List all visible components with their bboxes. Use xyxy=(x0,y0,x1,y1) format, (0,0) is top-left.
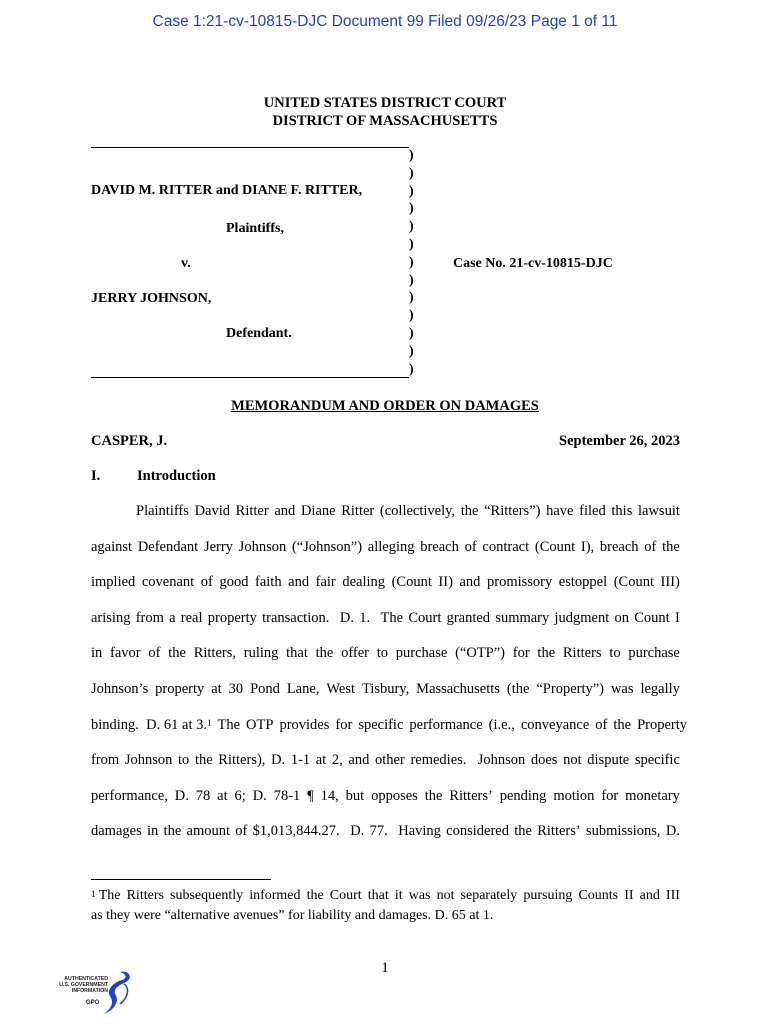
body-line: against Defendant Jerry Johnson (“Johnson”) alleging breach of contract (Count I), breach of the xyxy=(91,538,680,555)
body-line: damages in the amount of $1,013,844.27. D. 77. Having considered the Ritters’ submissions, D. xyxy=(91,823,680,840)
body-line: Plaintiffs David Ritter and Diane Ritter (collectively, the “Ritters”) have filed this lawsuit xyxy=(136,503,680,519)
case-caption xyxy=(91,145,421,381)
footnote-ref[interactable]: 1 xyxy=(207,717,212,728)
case-header: Case 1:21-cv-10815-DJC Document 99 Filed 09/26/23 Page 1 of 11 xyxy=(152,13,618,30)
caption-top-rule xyxy=(91,147,409,148)
footnote-line: $^1$ The Ritters subsequently informed the Court that it was not separately pursuing Counts II and III xyxy=(91,888,680,903)
page-number: 1 xyxy=(381,960,389,976)
plaintiffs-label: Plaintiffs, xyxy=(226,221,284,236)
decision-date: September 26, 2023 xyxy=(559,433,680,449)
body-line: implied covenant of good faith and fair dealing (Count II) and promissory estoppel (Count III) xyxy=(91,574,680,591)
body-line: Johnson’s property at 30 Pond Lane, West Tisbury, Massachusetts (the “Property”) was legally xyxy=(91,680,680,697)
judge-name: CASPER, J. xyxy=(91,433,168,449)
section-number: I. xyxy=(91,468,101,484)
versus: v. xyxy=(181,256,191,271)
footnote xyxy=(91,886,680,926)
case-number: Case No. 21-cv-10815-DJC xyxy=(453,256,613,271)
court-district: DISTRICT OF MASSACHUSETTS xyxy=(272,113,498,129)
eagle-logo-icon xyxy=(100,968,134,1018)
caption-bottom-rule xyxy=(91,377,409,378)
caption-parentheses: ) ) ) ) ) ) ) ) ) ) ) ) ) xyxy=(409,148,414,377)
defendant-name: JERRY JOHNSON, xyxy=(91,291,212,306)
section-title: Introduction xyxy=(137,468,216,484)
body-line: performance, D. 78 at 6; D. 78-1 ¶ 14, but opposes the Ritters’ pending motion for monetary xyxy=(91,787,680,804)
memo-title: MEMORANDUM AND ORDER ON DAMAGES xyxy=(231,398,539,414)
body-text xyxy=(91,500,688,856)
court-name: UNITED STATES DISTRICT COURT xyxy=(263,95,507,111)
body-line: from Johnson to the Ritters), D. 1-1 at 2, and other remedies. Johnson does not dispute specific xyxy=(91,752,680,769)
body-line: binding. D. 61 at 3.$^1$ The OTP provides for specific performance (i.e., conveyance of the Property xyxy=(91,716,688,733)
body-line: in favor of the Ritters, ruling that the offer to purchase (“OTP”) for the Ritters to purchase xyxy=(91,645,680,662)
footnote-line: as they were “alternative avenues” for liability and damages. D. 65 at 1. xyxy=(91,908,494,923)
footnote-rule xyxy=(91,879,271,880)
gpo-authentication-seal: AUTHENTICATED U.S. GOVERNMENT INFORMATION GPO xyxy=(44,968,134,1018)
defendant-label: Defendant. xyxy=(226,326,292,341)
body-line: arising from a real property transaction. D. 1. The Court granted summary judgment on Count I xyxy=(91,609,680,626)
plaintiffs-names: DAVID M. RITTER and DIANE F. RITTER, xyxy=(91,183,363,198)
